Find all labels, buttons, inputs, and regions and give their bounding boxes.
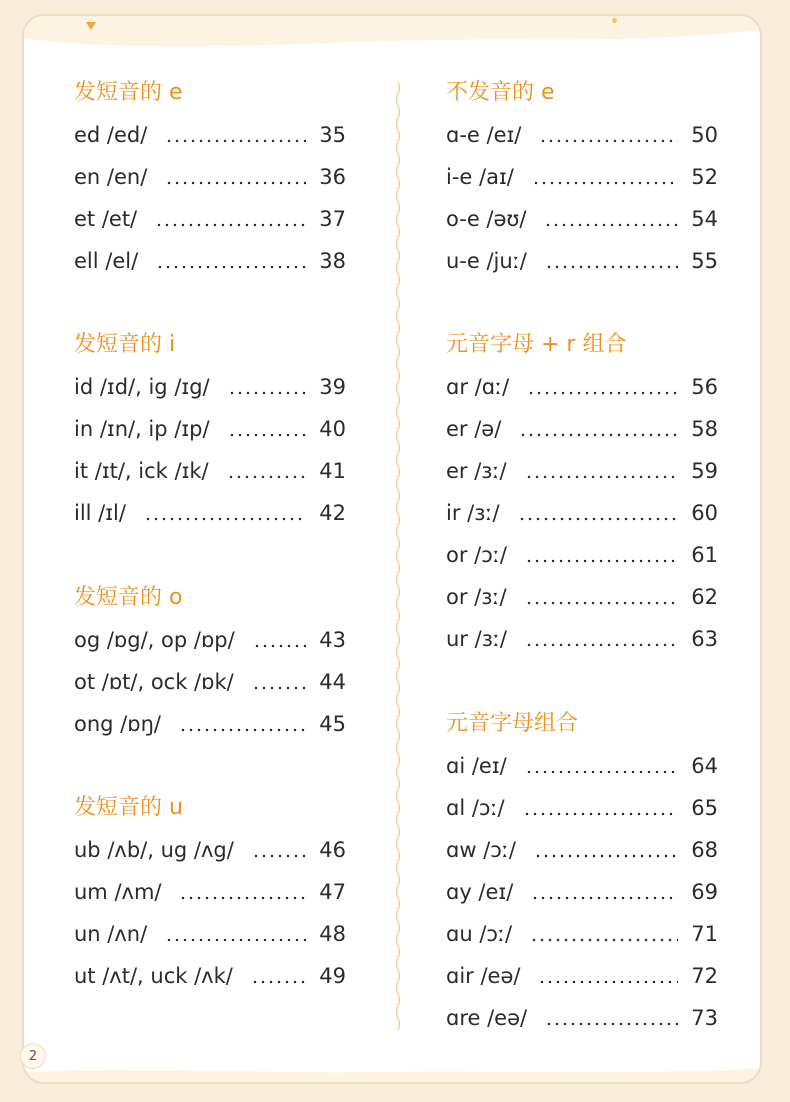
- entry-label: ir /ɜː/: [446, 501, 500, 525]
- entry-page: 40: [319, 417, 346, 441]
- page-number-badge: 2: [20, 1043, 46, 1069]
- entry-label: i-e /aɪ/: [446, 165, 514, 189]
- section-heading: 元音字母组合: [446, 711, 579, 736]
- entry-label: it /ɪt/, ick /ɪk/: [74, 459, 209, 483]
- dot-leader: [252, 835, 306, 865]
- entry-label: um /ʌm/: [74, 880, 162, 904]
- dot-leader: [179, 709, 306, 739]
- entry-label: ut /ʌt/, uck /ʌk/: [74, 964, 233, 988]
- toc-entry[interactable]: [446, 204, 718, 234]
- toc-entry[interactable]: [446, 456, 718, 486]
- entry-page: 42: [319, 501, 346, 525]
- toc-entry[interactable]: [446, 162, 718, 192]
- toc-entry[interactable]: [446, 120, 718, 150]
- entry-label: ɑ-e /eɪ/: [446, 123, 522, 147]
- top-wave-decoration: [24, 16, 762, 56]
- dot-leader: [165, 919, 306, 949]
- entry-page: 59: [691, 459, 718, 483]
- toc-entry[interactable]: [446, 246, 718, 276]
- dot-leader: [525, 582, 678, 612]
- entry-label: ɑre /eə/: [446, 1006, 528, 1030]
- toc-entry[interactable]: [446, 582, 718, 612]
- entry-page: 56: [691, 375, 718, 399]
- entry-label: en /en/: [74, 165, 148, 189]
- entry-page: 36: [319, 165, 346, 189]
- entry-label: un /ʌn/: [74, 922, 148, 946]
- entry-page: 62: [691, 585, 718, 609]
- dot-leader: [251, 961, 306, 991]
- toc-entry[interactable]: [74, 246, 346, 276]
- section-heading: 发短音的 o: [74, 585, 183, 610]
- dot-leader: [530, 919, 678, 949]
- entry-label: ub /ʌb/, ug /ʌg/: [74, 838, 234, 862]
- dot-leader: [525, 456, 678, 486]
- entry-label: id /ɪd/, ig /ɪg/: [74, 375, 210, 399]
- toc-entry[interactable]: [446, 961, 718, 991]
- toc-entry[interactable]: [74, 709, 346, 739]
- entry-page: 38: [319, 249, 346, 273]
- toc-entry[interactable]: [74, 414, 346, 444]
- entry-label: ot /ɒt/, ock /ɒk/: [74, 670, 234, 694]
- toc-entry[interactable]: [446, 372, 718, 402]
- dot-leader: [523, 793, 678, 823]
- toc-entry[interactable]: [74, 835, 346, 865]
- toc-entry[interactable]: [446, 540, 718, 570]
- entry-page: 49: [319, 964, 346, 988]
- entry-label: er /ɜː/: [446, 459, 507, 483]
- entry-label: et /et/: [74, 207, 138, 231]
- entry-label: ɑr /ɑː/: [446, 375, 510, 399]
- entry-page: 35: [319, 123, 346, 147]
- entry-label: ɑi /eɪ/: [446, 754, 507, 778]
- toc-entry[interactable]: [446, 793, 718, 823]
- toc-entry[interactable]: [74, 120, 346, 150]
- dot-leader: [518, 498, 678, 528]
- dot-leader: [534, 835, 678, 865]
- toc-entry[interactable]: [446, 835, 718, 865]
- dot-leader: [228, 414, 306, 444]
- dot-leader: [538, 961, 678, 991]
- entry-label: ɑy /eɪ/: [446, 880, 514, 904]
- dot-leader: [544, 204, 678, 234]
- dot-leader: [252, 667, 306, 697]
- entry-page: 45: [319, 712, 346, 736]
- dot-leader: [539, 120, 678, 150]
- entry-page: 73: [691, 1006, 718, 1030]
- dot-leader: [253, 625, 306, 655]
- entry-page: 50: [691, 123, 718, 147]
- toc-entry[interactable]: [446, 624, 718, 654]
- entry-page: 41: [319, 459, 346, 483]
- toc-entry[interactable]: [446, 751, 718, 781]
- entry-page: 46: [319, 838, 346, 862]
- entry-label: or /ɔː/: [446, 543, 507, 567]
- dot-leader: [179, 877, 306, 907]
- section-heading: 发短音的 u: [74, 795, 183, 820]
- toc-entry[interactable]: [446, 414, 718, 444]
- toc-entry[interactable]: [74, 667, 346, 697]
- dot-leader: [525, 540, 678, 570]
- entry-label: ill /ɪl/: [74, 501, 126, 525]
- dot-leader: [532, 162, 678, 192]
- section-heading: 发短音的 i: [74, 332, 176, 357]
- dot-leader: [165, 120, 306, 150]
- entry-label: ur /ɜː/: [446, 627, 508, 651]
- entry-label: or /ɜː/: [446, 585, 507, 609]
- toc-entry[interactable]: [446, 1003, 718, 1033]
- toc-entry[interactable]: [74, 162, 346, 192]
- dot-leader: [527, 372, 678, 402]
- entry-page: 55: [691, 249, 718, 273]
- entry-label: ed /ed/: [74, 123, 148, 147]
- toc-entry[interactable]: [74, 204, 346, 234]
- entry-label: ell /el/: [74, 249, 139, 273]
- toc-entry[interactable]: [74, 877, 346, 907]
- toc-entry[interactable]: [446, 919, 718, 949]
- entry-page: 48: [319, 922, 346, 946]
- bottom-wave-decoration: [24, 1060, 762, 1082]
- dot-leader: [165, 162, 306, 192]
- dot-leader: [531, 877, 678, 907]
- entry-page: 43: [319, 628, 346, 652]
- dot-leader: [525, 624, 678, 654]
- dot-leader: [525, 751, 678, 781]
- dot-leader: [227, 456, 306, 486]
- entry-page: 47: [319, 880, 346, 904]
- entry-label: o-e /əʊ/: [446, 207, 527, 231]
- entry-page: 61: [691, 543, 718, 567]
- entry-page: 44: [319, 670, 346, 694]
- entry-page: 63: [691, 627, 718, 651]
- entry-label: og /ɒg/, op /ɒp/: [74, 628, 235, 652]
- entry-page: 71: [691, 922, 718, 946]
- entry-label: er /ə/: [446, 417, 502, 441]
- entry-page: 54: [691, 207, 718, 231]
- entry-label: ɑir /eə/: [446, 964, 521, 988]
- dot-leader: [156, 246, 306, 276]
- entry-label: in /ɪn/, ip /ɪp/: [74, 417, 210, 441]
- entry-page: 52: [691, 165, 718, 189]
- entry-label: ong /ɒŋ/: [74, 712, 161, 736]
- entry-label: u-e /juː/: [446, 249, 527, 273]
- contents-card: [22, 14, 762, 1084]
- entry-page: 64: [691, 754, 718, 778]
- toc-entry[interactable]: [74, 372, 346, 402]
- toc-entry[interactable]: [74, 456, 346, 486]
- toc-entry[interactable]: [74, 498, 346, 528]
- entry-page: 60: [691, 501, 718, 525]
- section-heading: 发短音的 e: [74, 80, 183, 105]
- toc-entry[interactable]: [74, 625, 346, 655]
- toc-entry[interactable]: [446, 498, 718, 528]
- entry-label: ɑl /ɔː/: [446, 796, 505, 820]
- dot-leader: [228, 372, 306, 402]
- toc-entry[interactable]: [74, 961, 346, 991]
- entry-page: 39: [319, 375, 346, 399]
- column-divider: [394, 82, 402, 1032]
- dot-leader: [519, 414, 678, 444]
- entry-page: 58: [691, 417, 718, 441]
- dot-leader: [545, 1003, 678, 1033]
- section-heading: 不发音的 e: [446, 80, 555, 105]
- toc-entry[interactable]: [74, 919, 346, 949]
- entry-page: 65: [691, 796, 718, 820]
- entry-label: ɑw /ɔː/: [446, 838, 516, 862]
- entry-page: 68: [691, 838, 718, 862]
- dot-leader: [545, 246, 678, 276]
- entry-page: 69: [691, 880, 718, 904]
- dot-leader: [144, 498, 306, 528]
- dot-leader: [155, 204, 306, 234]
- entry-label: ɑu /ɔː/: [446, 922, 513, 946]
- section-heading: 元音字母 + r 组合: [446, 332, 627, 357]
- entry-page: 37: [319, 207, 346, 231]
- toc-entry[interactable]: [446, 877, 718, 907]
- entry-page: 72: [691, 964, 718, 988]
